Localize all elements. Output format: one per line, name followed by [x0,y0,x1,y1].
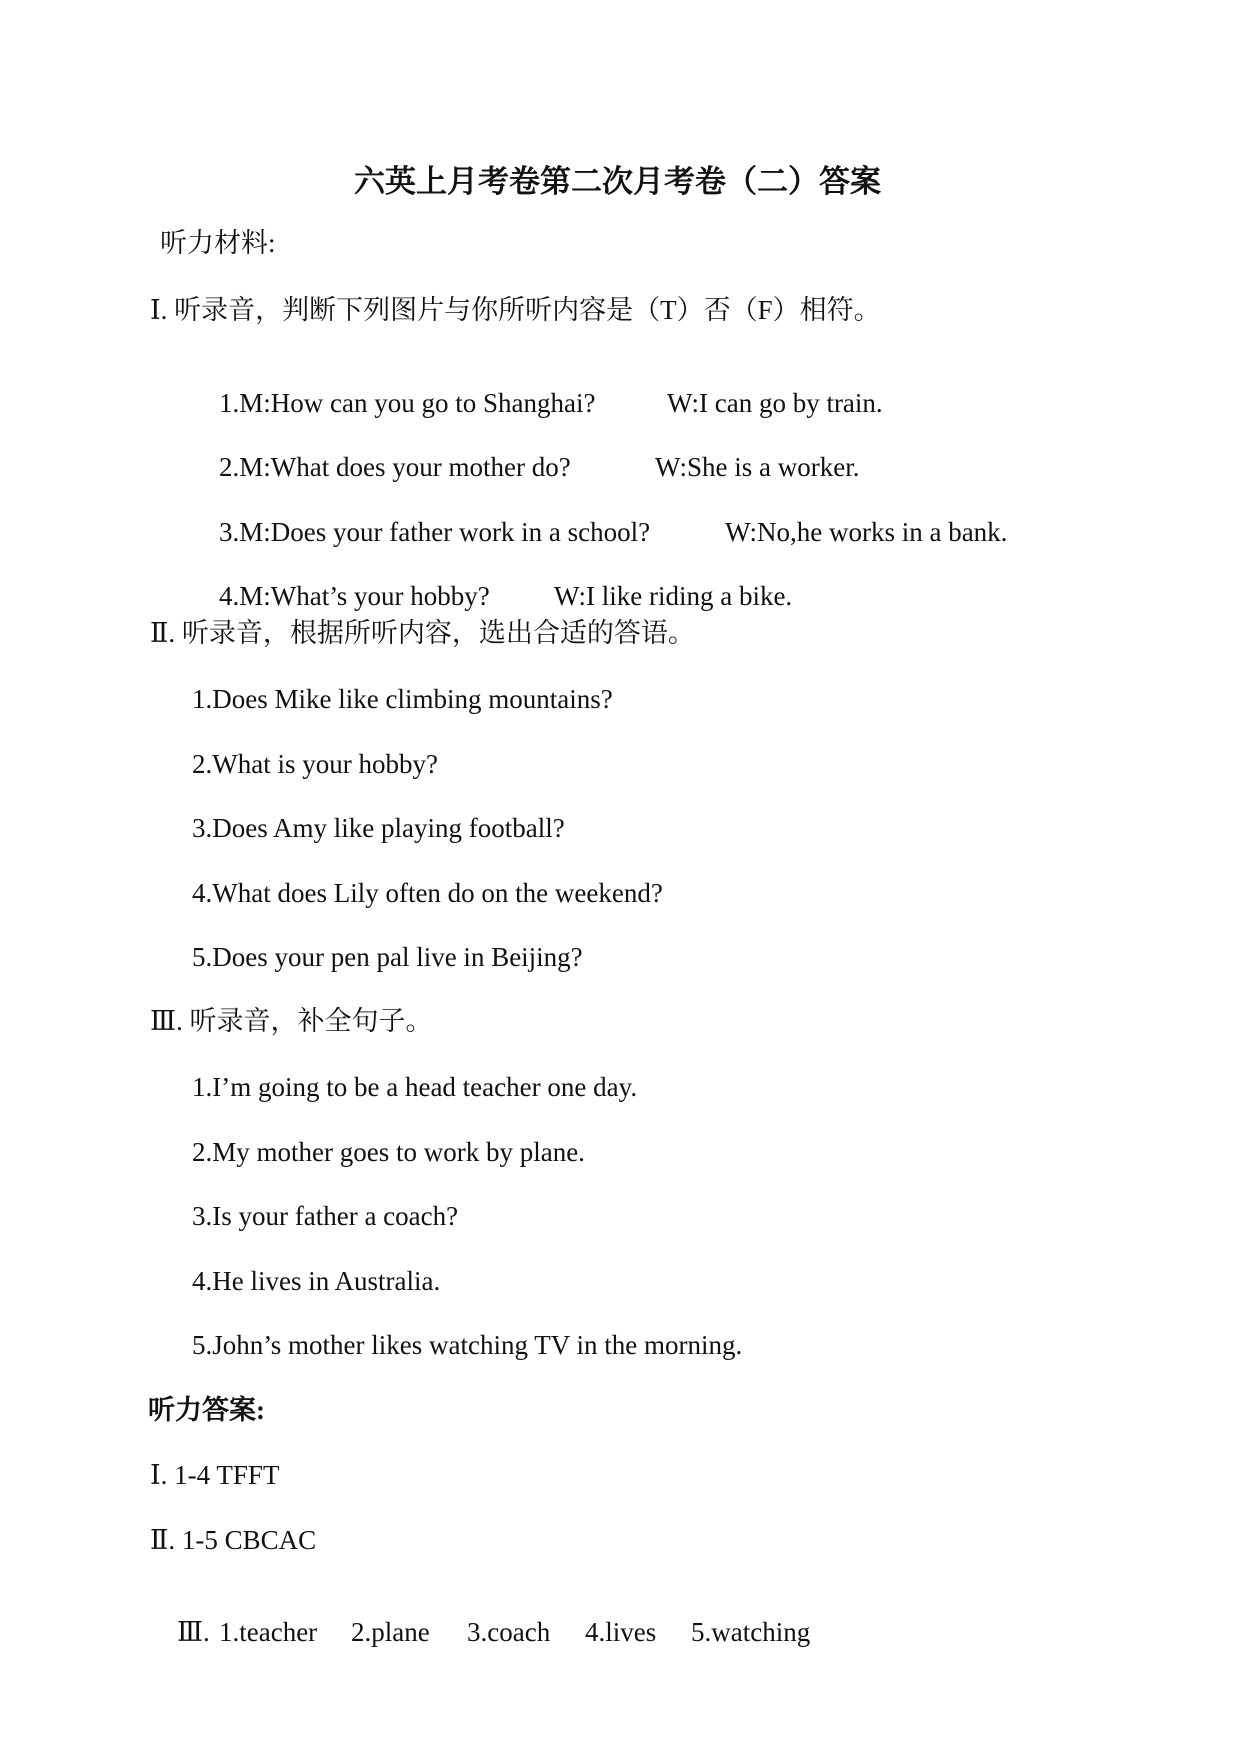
part2-heading: Ⅱ. 听录音，根据所听内容，选出合适的答语。 [150,618,695,648]
part1-item-3-question: 3.M:Does your father work in a school? [219,517,651,547]
listening-material-heading: 听力材料: [160,228,276,258]
answers-part3-label: Ⅲ. [177,1617,210,1647]
answers-part2: Ⅱ. 1-5 CBCAC [150,1525,317,1555]
answers-part3-item-4: 4.lives [585,1617,657,1647]
part2-item-3: 3.Does Amy like playing football? [192,813,565,843]
part1-item-2-answer: W:She is a worker. [655,452,860,482]
part1-item-4-question: 4.M:What’s your hobby? [219,581,490,611]
answers-part3 [150,1592,810,1673]
part3-heading: Ⅲ. 听录音，补全句子。 [150,1006,433,1036]
part3-item-5: 5.John’s mother likes watching TV in the morning. [192,1330,743,1360]
answers-part3-item-5: 5.watching [691,1617,811,1647]
part1-item-2-question: 2.M:What does your mother do? [219,452,571,482]
part1-item-1-question: 1.M:How can you go to Shanghai? [219,388,596,418]
part3-item-2: 2.My mother goes to work by plane. [192,1137,585,1167]
part1-item-3-answer: W:No,he works in a bank. [725,517,1008,547]
part2-item-4: 4.What does Lily often do on the weekend? [192,878,663,908]
answers-heading: 听力答案: [148,1395,265,1425]
part1-item-1-answer: W:I can go by train. [667,388,883,418]
answers-part3-item-2: 2.plane [351,1617,430,1647]
part2-item-2: 2.What is your hobby? [192,749,438,779]
answers-part1: Ⅰ. 1-4 TFFT [150,1460,280,1490]
part3-item-1: 1.I’m going to be a head teacher one day. [192,1072,638,1102]
part3-item-4: 4.He lives in Australia. [192,1266,441,1296]
page-title: 六英上月考卷第二次月考卷（二）答案 [354,164,881,199]
part2-item-5: 5.Does your pen pal live in Beijing? [192,942,583,972]
answers-part3-item-1: 1.teacher [219,1617,318,1647]
part2-item-1: 1.Does Mike like climbing mountains? [192,684,613,714]
part1-heading: Ⅰ. 听录音，判断下列图片与你所听内容是（T）否（F）相符。 [150,295,881,325]
part3-item-3: 3.Is your father a coach? [192,1201,459,1231]
part1-item-4-answer: W:I like riding a bike. [554,581,793,611]
answers-part3-item-3: 3.coach [467,1617,551,1647]
